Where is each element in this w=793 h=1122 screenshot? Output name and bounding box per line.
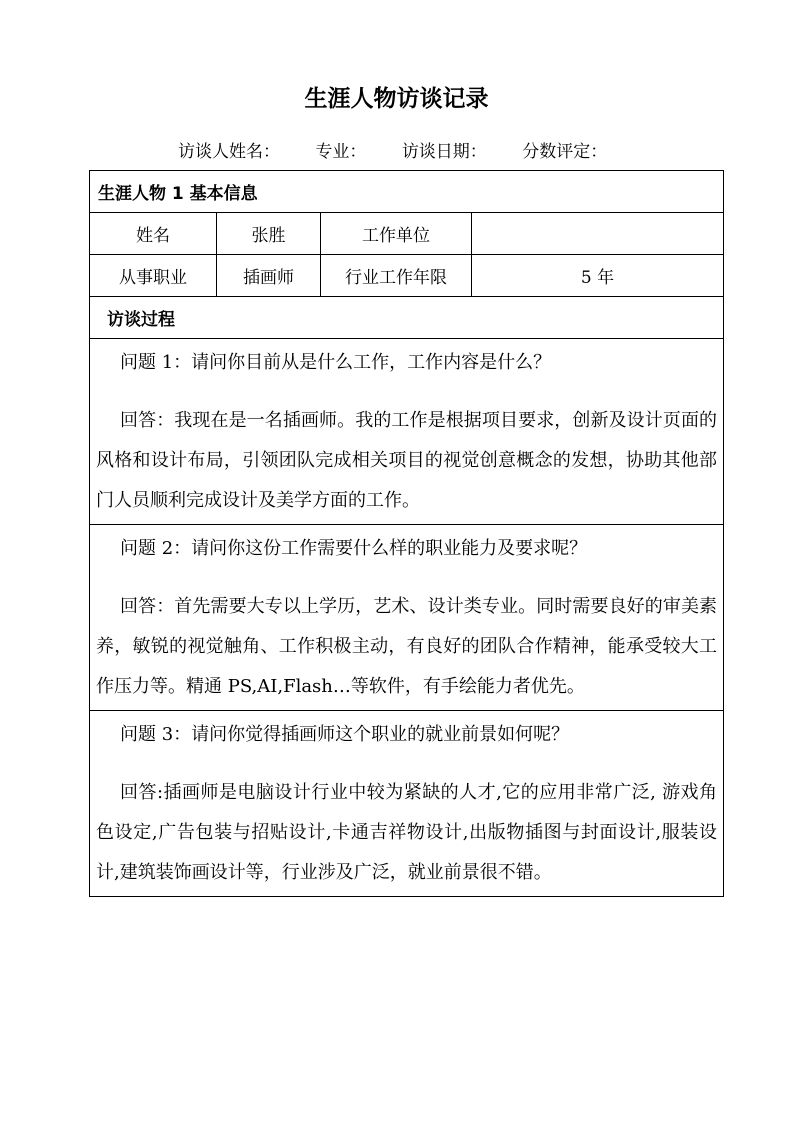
process-header: 访谈过程 <box>90 297 724 339</box>
score-label: 分数评定： <box>522 142 608 162</box>
years-label: 行业工作年限 <box>321 255 472 297</box>
job-value: 插画师 <box>217 255 321 297</box>
employer-value <box>472 213 724 255</box>
basic-info-header: 生涯人物 1 基本信息 <box>90 171 724 213</box>
answer-1: 回答：我现在是一名插画师。我的工作是根据项目要求，创新及设计页面的风格和设计布局，引领团队完成相关项目的视觉创意概念的发想，协助其他部门人员顺利完成设计及美学方面的工作。 <box>96 410 718 511</box>
interview-table <box>89 170 724 897</box>
date-label: 访谈日期： <box>401 142 487 162</box>
qa-item-1 <box>90 339 724 525</box>
qa-item-2 <box>90 525 724 711</box>
name-label: 姓名 <box>90 213 217 255</box>
name-value: 张胜 <box>217 213 321 255</box>
interviewer-label: 访谈人姓名： <box>178 142 280 162</box>
question-2: 问题 2：请问你这份工作需要什么样的职业能力及要求呢？ <box>120 538 588 559</box>
qa-item-3 <box>90 711 724 897</box>
major-label: 专业： <box>315 142 367 162</box>
job-label: 从事职业 <box>90 255 217 297</box>
answer-2: 回答：首先需要大专以上学历，艺术、设计类专业。同时需要良好的审美素养，敏锐的视觉触角、工作积极主动，有良好的团队合作精神，能承受较大工作压力等。精通 PS,AI,Flash…等软件，有手绘能力者优先。 <box>96 596 718 697</box>
page-title: 生涯人物访谈记录 <box>304 86 489 112</box>
years-value: 5 年 <box>472 255 724 297</box>
interview-meta <box>178 137 637 162</box>
answer-3: 回答:插画师是电脑设计行业中较为紧缺的人才,它的应用非常广泛, 游戏角色设定,广告包装与招贴设计,卡通吉祥物设计,出版物插图与封面设计,服装设计,建筑装饰画设计等，行业涉及广泛，就业前景很不错。 <box>96 782 718 883</box>
question-1: 问题 1：请问你目前从是什么工作，工作内容是什么？ <box>120 352 552 373</box>
question-3: 问题 3：请问你觉得插画师这个职业的就业前景如何呢？ <box>120 724 570 745</box>
employer-label: 工作单位 <box>321 213 472 255</box>
